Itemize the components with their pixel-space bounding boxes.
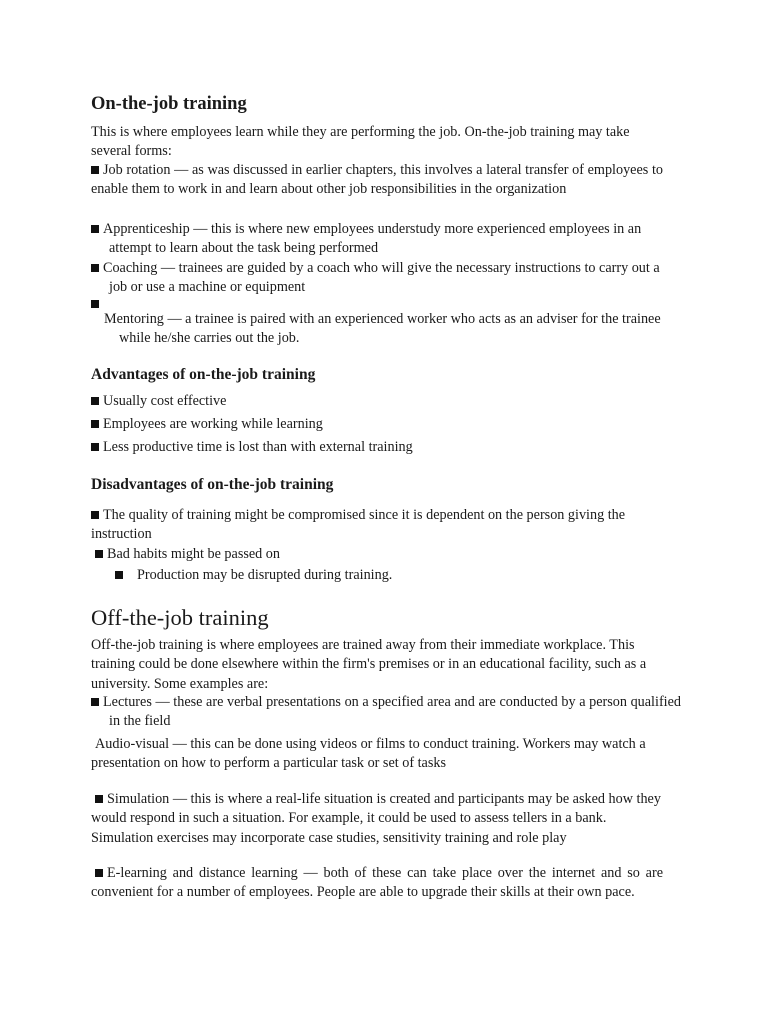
list-item-advantage: [91, 415, 663, 434]
list-item-coaching: [91, 259, 681, 298]
list-item-text: Bad habits might be passed on: [107, 546, 280, 562]
list-item-disadvantage: [115, 566, 663, 585]
list-item-advantage: [91, 392, 663, 411]
square-bullet-icon: [91, 225, 99, 233]
square-bullet-icon: [95, 869, 103, 877]
off-the-job-heading: Off-the-job training: [91, 605, 269, 630]
disadvantages-heading: Disadvantages of on-the-job training: [91, 476, 334, 493]
square-bullet-icon: [91, 300, 99, 308]
on-the-job-heading: On-the-job training: [91, 94, 247, 114]
list-item-job-rotation: [91, 161, 663, 200]
list-item-text: Lectures — these are verbal presentations on a specified area and are conducted by a person qualified in the field: [103, 694, 681, 730]
list-item-simulation: [91, 790, 663, 848]
list-item-text: E-learning and distance learning — both of these can take place over the internet and so are convenient for a number of employees. People are able to upgrade their skills at their own pace.: [91, 865, 663, 901]
square-bullet-icon: [91, 420, 99, 428]
list-item-lectures: [91, 693, 681, 732]
list-item-text: The quality of training might be compromised since it is dependent on the person giving the instruction: [91, 507, 626, 543]
list-item-advantage: [91, 438, 663, 457]
square-bullet-icon: [115, 571, 123, 579]
list-item-mentoring: Mentoring — a trainee is paired with an experienced worker who acts as an adviser for the trainee while he/she carries out the job.: [104, 311, 661, 347]
list-item-text: Coaching — trainees are guided by a coach who will give the necessary instructions to carry out a job or use a machine or equipment: [103, 260, 660, 296]
square-bullet-icon: [91, 264, 99, 272]
square-bullet-icon: [91, 443, 99, 451]
list-item-text: Simulation — this is where a real-life situation is created and participants may be asked how they would respond in such a situation. For example, it could be used to assess tellers in a bank. Simulation exercises may incorporate case studies, sensitivity training and role play: [91, 791, 661, 846]
square-bullet-icon: [91, 698, 99, 706]
list-item-disadvantage: [91, 506, 663, 545]
list-item-text: Job rotation — as was discussed in earlier chapters, this involves a lateral transfer of employees to enable them to work in and learn about other job responsibilities in the organization: [91, 162, 663, 198]
list-item-text: Production may be disrupted during training.: [137, 567, 393, 583]
list-item-audio-visual: Audio-visual — this can be done using videos or films to conduct training. Workers may watch a presentation on how to perform a particular task or set of tasks: [91, 736, 646, 772]
square-bullet-icon: [91, 166, 99, 174]
square-bullet-icon: [95, 550, 103, 558]
square-bullet-icon: [91, 397, 99, 405]
advantages-heading: Advantages of on-the-job training: [91, 366, 316, 383]
off-the-job-intro: Off-the-job training is where employees are trained away from their immediate workplace. This training could be done elsewhere within the firm's premises or in an educational facility, such as a university. Some examples are:: [91, 637, 647, 692]
list-item-apprenticeship: [91, 220, 681, 259]
list-item-elearning: [91, 864, 663, 903]
list-item-disadvantage: [95, 545, 667, 564]
square-bullet-icon: [91, 511, 99, 519]
square-bullet-icon: [95, 795, 103, 803]
on-the-job-intro: This is where employees learn while they are performing the job. On-the-job training may take several forms:: [91, 124, 630, 160]
list-item-text: Less productive time is lost than with external training: [103, 439, 413, 455]
list-item-text: Usually cost effective: [103, 393, 227, 409]
list-item-text: Apprenticeship — this is where new employees understudy more experienced employees in an attempt to learn about the task being performed: [103, 221, 642, 257]
list-item-text: Employees are working while learning: [103, 416, 323, 432]
